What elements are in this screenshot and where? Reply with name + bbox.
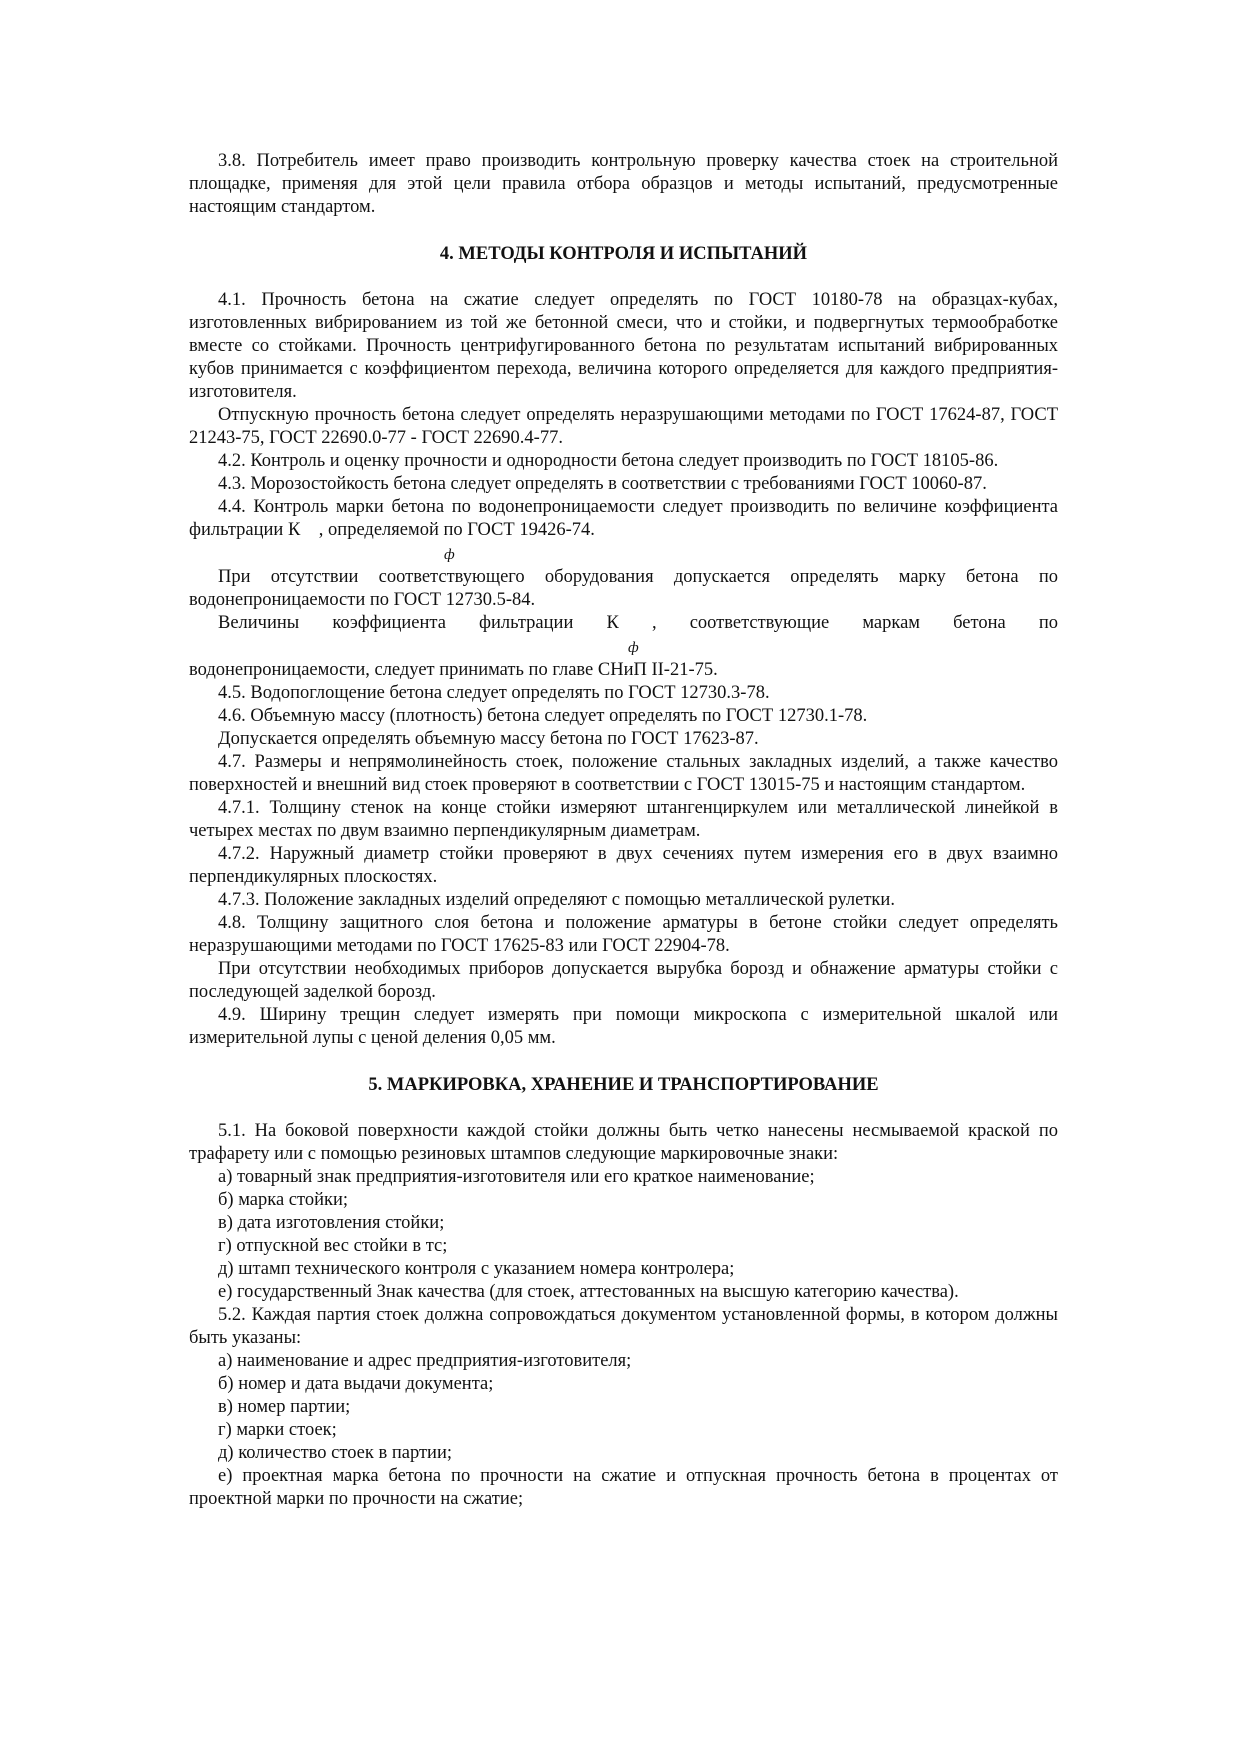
list-item: а) наименование и адрес предприятия-изготовителя; [218,1351,632,1371]
paragraph-4-7-2: 4.7.2. Наружный диаметр стойки проверяют в двух сечениях путем измерения его в двух взаимно перпендикулярных плоскостях. [189,844,1058,887]
paragraph-4-8-allowed: При отсутствии необходимых приборов допускается вырубка борозд и обнажение арматуры стойки с последующей заделкой борозд. [189,959,1058,1002]
list-item: в) дата изготовления стойки; [218,1213,445,1233]
list-item: в) номер партии; [218,1397,351,1417]
paragraph-4-8: 4.8. Толщину защитного слоя бетона и положение арматуры в бетоне стойки следует определять неразрушающими методами по ГОСТ 17625-83 или ГОСТ 22904-78. [189,913,1058,956]
section-5-heading: 5. МАРКИРОВКА, ХРАНЕНИЕ И ТРАНСПОРТИРОВАНИЕ [368,1075,879,1095]
paragraph-4-7-3: 4.7.3. Положение закладных изделий определяют с помощью металлической рулетки. [218,890,895,910]
list-item: е) проектная марка бетона по прочности на сжатие и отпускная прочность бетона в процентах от проектной марки по прочности на сжатие; [189,1466,1058,1509]
section-4-heading: 4. МЕТОДЫ КОНТРОЛЯ И ИСПЫТАНИЙ [439,244,808,264]
list-item: г) марки стоек; [218,1420,337,1440]
subscript-phi: ф [444,547,455,563]
subscript-line-2 [189,635,1058,659]
list-item: д) количество стоек в партии; [218,1443,452,1463]
paragraph-4-6: 4.6. Объемную массу (плотность) бетона следует определять по ГОСТ 12730.1-78. [218,706,868,726]
list-item: а) товарный знак предприятия-изготовителя или его краткое наименование; [218,1167,815,1187]
paragraph-4-7: 4.7. Размеры и непрямолинейность стоек, положение стальных закладных изделий, а также качество поверхностей и внешний вид стоек проверяют в соответствии с ГОСТ 13015-75 и настоящим стандартом. [189,752,1058,795]
paragraph-5-2: 5.2. Каждая партия стоек должна сопровождаться документом установленной формы, в котором должны быть указаны: [189,1305,1058,1348]
paragraph-4-4-alternative: При отсутствии соответствующего оборудования допускается определять марку бетона по водонепроницаемости по ГОСТ 12730.5-84. [189,567,1058,610]
list-item: д) штамп технического контроля с указанием номера контролера; [218,1259,735,1279]
paragraph-4-3: 4.3. Морозостойкость бетона следует определять в соответствии с требованиями ГОСТ 10060-87. [218,474,987,494]
subscript-phi-2: ф [628,640,639,656]
paragraph-4-7-1: 4.7.1. Толщину стенок на конце стойки измеряют штангенциркулем или металлической линейкой в четырех местах по двум взаимно перпендикулярным диаметрам. [189,798,1058,841]
paragraph-4-4: 4.4. Контроль марки бетона по водонепроницаемости следует производить по величине коэффициента фильтрации К , определяемой по ГОСТ 19426-74. [189,497,1063,540]
list-item: б) марка стойки; [218,1190,349,1210]
paragraph-4-9: 4.9. Ширину трещин следует измерять при помощи микроскопа с измерительной шкалой или измерительной лупы с ценой деления 0,05 мм. [189,1005,1058,1048]
paragraph-4-5: 4.5. Водопоглощение бетона следует определять по ГОСТ 12730.3-78. [218,683,770,703]
paragraph-5-1: 5.1. На боковой поверхности каждой стойки должны быть четко нанесены несмываемой краской по трафарету или с помощью резиновых штампов следующие маркировочные знаки: [189,1121,1058,1164]
paragraph-4-4-coefficients-line1: Величины коэффициента фильтрации К , соответствующие маркам бетона по [218,613,1058,633]
paragraph-4-1-release-strength: Отпускную прочность бетона следует определять неразрушающими методами по ГОСТ 17624-87, ГОСТ 21243-75, ГОСТ 22690.0-77 - ГОСТ 22690.4-77. [189,405,1058,448]
paragraph-4-1: 4.1. Прочность бетона на сжатие следует определять по ГОСТ 10180-78 на образцах-кубах, изготовленных вибрированием из той же бетонной смеси, что и стойки, и подвергнутых термообработке вместе со стойками. Прочность центрифугированного бетона по результатам испытаний вибрированных кубов принимается с коэффициентом перехода, величина которого определяется для каждого предприятия-изготовителя. [189,290,1058,402]
subscript-line-1 [189,542,1058,566]
paragraph-3-8: 3.8. Потребитель имеет право производить контрольную проверку качества стоек на строительной площадке, применяя для этой цели правила отбора образцов и методы испытаний, предусмотренные настоящим стандартом. [189,151,1058,217]
list-item: б) номер и дата выдачи документа; [218,1374,494,1394]
list-item: г) отпускной вес стойки в тс; [218,1236,448,1256]
paragraph-4-4-coefficients-line2: водонепроницаемости, следует принимать по главе СНиП II-21-75. [189,660,718,680]
list-item: е) государственный Знак качества (для стоек, аттестованных на высшую категорию качества). [218,1282,959,1302]
paragraph-4-6-allowed: Допускается определять объемную массу бетона по ГОСТ 17623-87. [218,729,759,749]
paragraph-4-2: 4.2. Контроль и оценку прочности и однородности бетона следует производить по ГОСТ 18105-86. [218,451,999,471]
text-column [189,150,1063,1511]
